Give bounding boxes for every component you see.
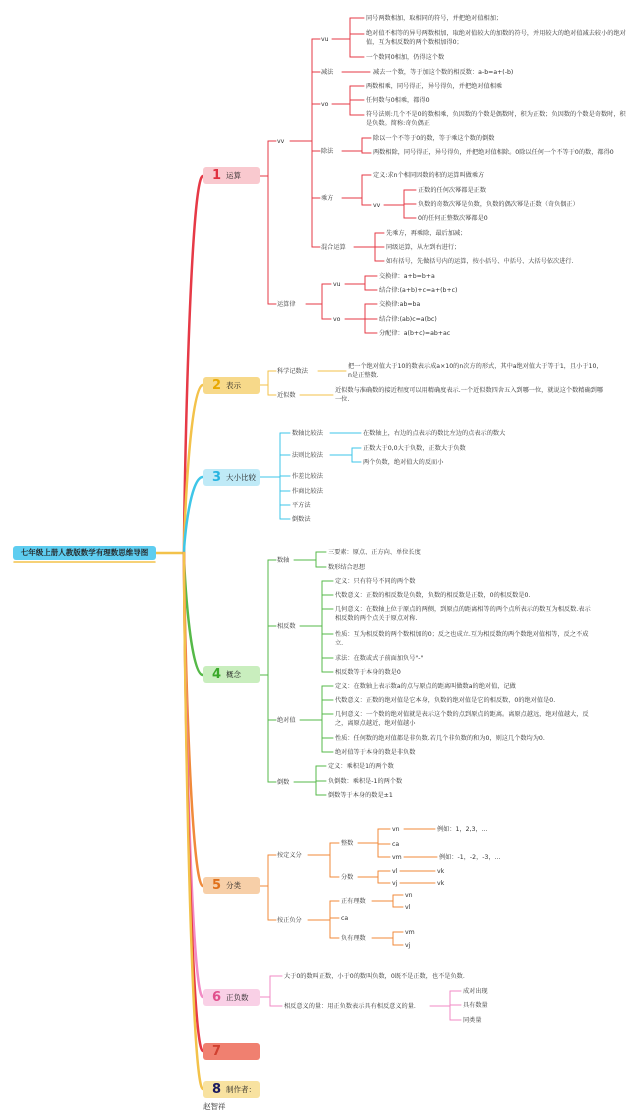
int-example-1: 例如：1，2,3，... — [437, 826, 488, 833]
frac-vj: vj — [392, 880, 398, 887]
pos-vn: vn — [405, 892, 413, 899]
axis-compare-rule: 在数轴上，右边的点表示的数比左边的点表示的数大 — [363, 430, 506, 437]
node-absolute: 绝对值 — [277, 717, 296, 724]
opp-self: 相反数等于本身的数是0 — [335, 669, 401, 676]
topic-6-signed-numbers — [203, 989, 260, 1006]
law-distributive: 分配律：a(b+c)=ab+ac — [379, 330, 451, 337]
node-by-definition: 按定义分 — [277, 852, 302, 859]
pow-rule-2: 负数的奇数次幂是负数，负数的偶次幂是正数（奇负偶正） — [418, 201, 579, 208]
add-rule-1: 同号两数相加，取相同的符号，并把绝对值相加； — [366, 15, 503, 22]
topic-2-number: 2 — [212, 378, 222, 393]
node-fraction: 分数 — [341, 874, 354, 881]
topic-8-label: 制作者：赵智祥 — [203, 1085, 257, 1111]
node-negative-rational: 负有理数 — [341, 935, 366, 942]
opp-geometric: 几何意义：在数轴上位于原点的两侧，到原点的距离相等的两个点所表示的数互为相反数.表示相反数的两个点关于原点对称. — [335, 606, 591, 622]
node-laws: 运算律 — [277, 301, 296, 308]
node-subtraction: 减法 — [321, 69, 334, 76]
node-integer: 整数 — [341, 840, 354, 847]
node-power-vv: vv — [373, 202, 381, 209]
pos-vl: vl — [405, 904, 411, 911]
topic-2-representation — [203, 377, 260, 394]
rule-compare-2: 两个负数，绝对值大的反而小 — [363, 459, 444, 466]
node-power: 乘方 — [321, 195, 334, 202]
abs-property: 性质：任何数的绝对值都是非负数.若几个非负数的和为0，则这几个数均为0. — [335, 735, 545, 742]
topic-7-number: 7 — [212, 1044, 222, 1059]
node-reciprocal-method: 倒数法 — [292, 516, 311, 523]
topic-8-author — [203, 1081, 260, 1111]
mul-rule-3: 符号法则:几个不是0的数相乘，负因数的个数是偶数时，积为正数；负因数的个数是奇数时，积是负数。简称:奇负偶正 — [366, 111, 626, 127]
mul-rule-1: 两数相乘，同号得正，异号得负，并把绝对值相乘 — [366, 83, 503, 90]
int-vn: vn — [392, 826, 400, 833]
topic-3-label: 大小比较 — [226, 473, 257, 482]
pow-rule-3: 0的任何正整数次幂都是0 — [418, 215, 488, 222]
node-mul-laws-vo: vo — [333, 316, 341, 323]
div-rule-1: 除以一个不等于0的数，等于乘这个数的倒数 — [373, 135, 495, 142]
node-addition-vu: vu — [321, 36, 329, 43]
apx-definition: 近似数与准确数的接近程度可以用精确度表示.一个近似数四舍五入到哪一位，就说这个数精确到哪一位. — [335, 387, 604, 403]
node-axis-compare: 数轴比较法 — [292, 430, 323, 437]
rec-self: 倒数等于本身的数是±1 — [328, 792, 393, 799]
add-rule-2: 绝对值不相等的异号两数相加，取绝对值较大的加数的符号，并用较大的绝对值减去较小的绝对值，互为相反数的两个数相加得0； — [366, 30, 626, 46]
node-by-sign: 按正负分 — [277, 917, 302, 924]
signed-definition: 大于0的数叫正数，小于0的数叫负数，0既不是正数，也不是负数. — [284, 973, 465, 980]
add-rule-3: 一个数同0相加，仍得这个数 — [366, 54, 445, 61]
int-vm: vm — [392, 854, 402, 861]
node-multiplication-vo: vo — [321, 101, 329, 108]
neg-vj: vj — [405, 942, 411, 949]
number-line-elements: 三要素：原点、正方向、单位长度 — [328, 549, 421, 556]
opp-method: 求法：在数或式子前面加负号"-" — [335, 655, 424, 662]
topic-1-number: 1 — [212, 168, 222, 183]
frac-vl: vl — [392, 868, 398, 875]
node-square-method: 平方法 — [292, 502, 311, 509]
div-rule-2: 两数相除，同号得正，异号得负，并把绝对值相除。0除以任何一个不等于0的数，都得0 — [373, 149, 614, 156]
node-number-line: 数轴 — [277, 557, 290, 564]
node-reciprocal: 倒数 — [277, 779, 290, 786]
feature-paired: 成对出现 — [463, 988, 488, 995]
opp-algebraic: 代数意义：正数的相反数是负数，负数的相反数是正数，0的相反数是0. — [335, 592, 531, 599]
topic-4-number: 4 — [212, 667, 222, 682]
node-mixed-ops: 混合运算 — [321, 244, 346, 251]
topic-1-label: 运算 — [226, 171, 242, 180]
abs-algebraic: 代数意义：正数的绝对值是它本身，负数的绝对值是它的相反数，0的绝对值是0. — [335, 697, 556, 704]
mul-rule-2: 任何数与0相乘，都得0 — [366, 97, 430, 104]
rec-negative: 负倒数：乘积是-1的两个数 — [328, 778, 403, 785]
node-scientific-notation: 科学记数法 — [277, 368, 308, 375]
neg-vm: vm — [405, 929, 415, 936]
frac-vk-2: vk — [437, 880, 445, 887]
topic-7 — [203, 1043, 260, 1060]
abs-geometric: 几何意义：一个数的绝对值就是表示这个数的点到原点的距离。离原点越远，绝对值越大，反之，离原点越近，绝对值越小 — [335, 711, 589, 727]
topic-5-label: 分类 — [226, 881, 242, 890]
node-approximation: 近似数 — [277, 392, 296, 399]
node-quotient-compare: 作商比较法 — [292, 488, 323, 495]
law-add-commutative: 交换律：a+b=b+a — [379, 273, 435, 280]
topic-2-label: 表示 — [226, 381, 242, 390]
topic-5-classification — [203, 877, 260, 894]
law-mul-commutative: 交换律:ab=ba — [379, 301, 421, 308]
law-add-associative: 结合律:(a+b)+c=a+(b+c) — [379, 287, 458, 294]
node-ca: ca — [341, 915, 349, 922]
node-vv: vv — [277, 138, 285, 145]
opp-def: 定义：只有符号不同的两个数 — [335, 578, 416, 585]
int-ca: ca — [392, 841, 400, 848]
rule-compare-1: 正数大于0,0大于负数，正数大于负数 — [363, 445, 466, 452]
topic-4-label: 概念 — [226, 670, 242, 679]
topic-8-number: 8 — [212, 1082, 222, 1097]
topic-6-number: 6 — [212, 990, 222, 1005]
feature-same-kind: 同类量 — [463, 1017, 482, 1024]
topic-6-label: 正负数 — [226, 993, 249, 1002]
opp-property: 性质：互为相反数的两个数相加的0；反之也成立.互为相反数的两个数绝对值相等，反之不成立. — [335, 631, 589, 647]
rec-def: 定义：乘积是1的两个数 — [328, 763, 394, 770]
topic-1-operations — [203, 167, 260, 184]
law-mul-associative: 结合律:(ab)c=a(bc) — [379, 316, 437, 323]
node-add-laws-vu: vu — [333, 281, 341, 288]
mix-rule-1: 先乘方，再乘除，最后加减； — [386, 230, 467, 237]
node-diff-compare: 作差比较法 — [292, 473, 323, 480]
topic-4-concepts — [203, 666, 260, 683]
number-line-idea: 数形结合思想 — [328, 564, 366, 571]
node-division: 除法 — [321, 148, 334, 155]
mix-rule-2: 同级运算，从左到右进行； — [386, 244, 461, 251]
node-rule-compare: 法则比较法 — [292, 452, 323, 459]
int-example-2: 例如：-1，-2，-3，... — [439, 854, 501, 861]
node-positive-rational: 正有理数 — [341, 898, 366, 905]
sub-rule: 减去一个数，等于加这个数的相反数：a-b=a+(-b) — [373, 69, 514, 76]
root-title: 七年级上册人教版数学有理数思维导图 — [13, 546, 156, 560]
node-opposite: 相反数 — [277, 623, 296, 630]
frac-vk-1: vk — [437, 868, 445, 875]
pow-definition: 定义:求n个相同因数的积的运算叫做乘方 — [373, 172, 485, 179]
topic-5-number: 5 — [212, 878, 222, 893]
abs-self: 绝对值等于本身的数是非负数 — [335, 749, 416, 756]
abs-def: 定义：在数轴上表示数a的点与原点的距离叫做数a的绝对值，记做 — [335, 683, 516, 690]
mix-rule-3: 如有括号，先做括号内的运算，按小括号、中括号、大括号依次进行. — [386, 258, 574, 265]
opposite-quantity: 相反意义的量：用正负数表示具有相反意义的量. — [284, 1003, 416, 1010]
topic-3-comparison — [203, 469, 260, 486]
topic-3-number: 3 — [212, 470, 222, 485]
feature-quantity: 具有数量 — [463, 1002, 488, 1009]
pow-rule-1: 正数的任何次幂都是正数 — [418, 187, 487, 194]
sci-definition: 把一个绝对值大于10的数表示成a×10的n次方的形式，其中a绝对值大于等于1，且小于10，n是正整数. — [348, 363, 603, 379]
